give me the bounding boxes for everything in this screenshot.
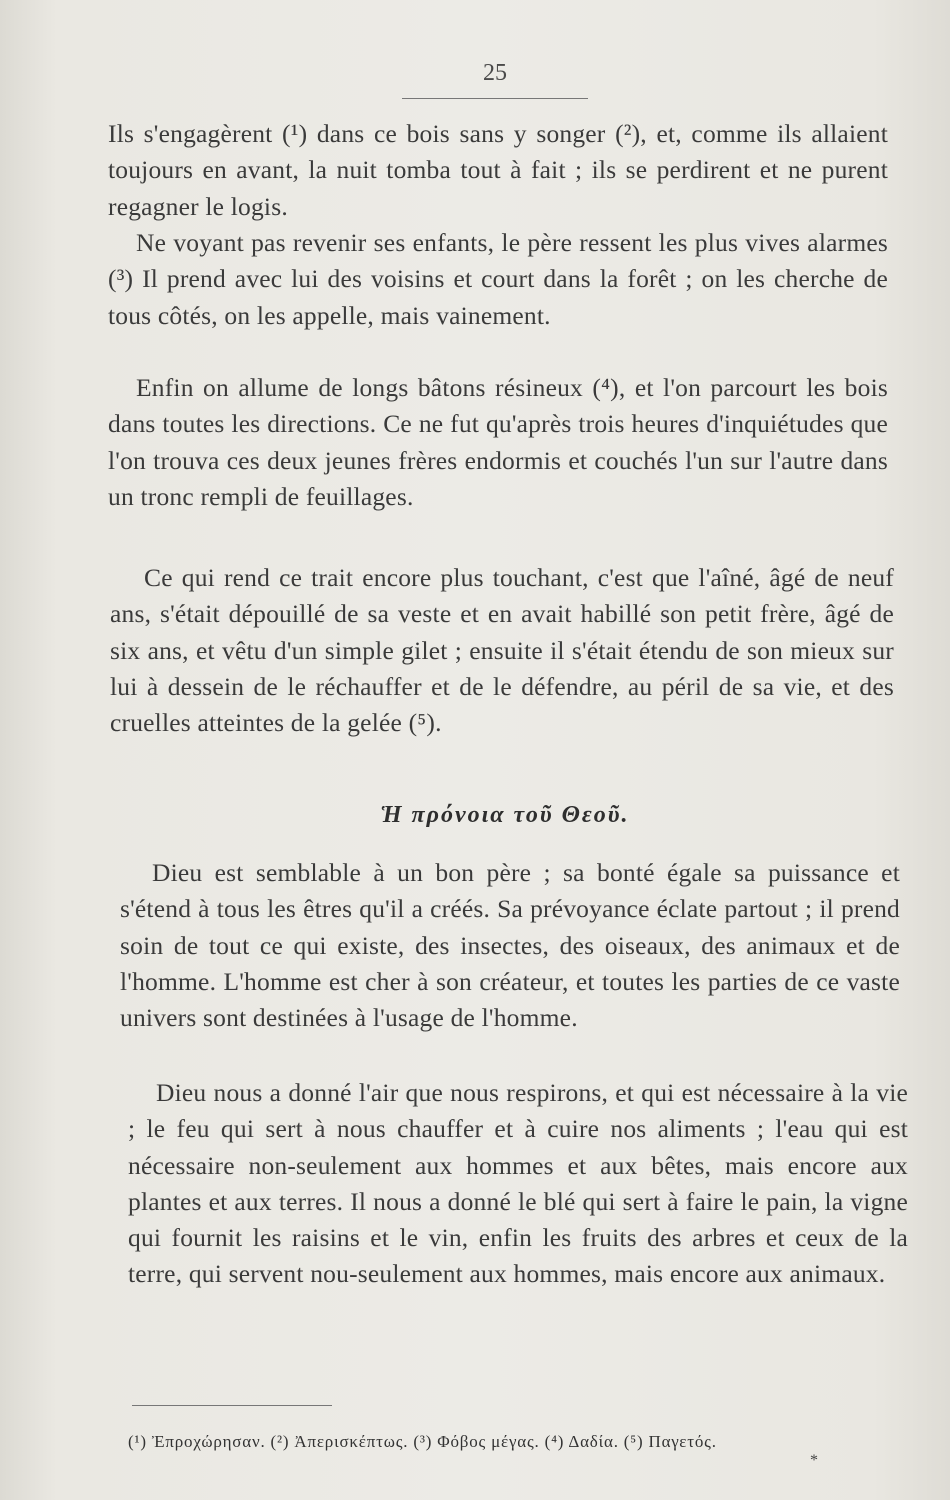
printer-mark: * xyxy=(810,1452,818,1469)
paragraph-1: Ils s'engagèrent (¹) dans ce bois sans y songer (²), et, comme ils allaient toujours en avant, la nuit tomba tout à fait ; ils se perdirent et ne purent regagner le logis. xyxy=(108,119,888,221)
section-heading: Ἡ πρόνοια τοῦ Θεοῦ. xyxy=(380,802,630,828)
paragraph-2: Ne voyant pas revenir ses enfants, le père ressent les plus vives alarmes (³) Il prend avec lui des voisins et court dans la forêt ; on les cherche de tous côtés, on les appelle, mais vainement. xyxy=(108,228,888,330)
paragraph-6: Dieu nous a donné l'air que nous respirons, et qui est nécessaire à la vie ; le feu qui sert à nous chauffer et à cuire nos aliments ; l'eau qui est nécessaire non-seulement aux hommes et aux bêtes, mais encore aux plantes et aux terres. Il nous a donné le blé qui sert à faire le pain, la vigne qui fournit les raisins et le vin, enfin les fruits des arbres et ceux de la terre, qui servent nou-seulement aux hommes, mais encore aux animaux. xyxy=(128,1078,908,1289)
footnotes: (¹) Ἐπροχώρησαν. (²) Ἀπερισκέπτως. (³) Φόβος μέγας. (⁴) Δαδία. (⁵) Παγετός. xyxy=(128,1432,717,1451)
paragraph-5: Dieu est semblable à un bon père ; sa bonté égale sa puissance et s'étend à tous les êtres qu'il a créés. Sa prévoyance éclate partout ; il prend soin de tout ce qui existe, des insectes, des oiseaux, des animaux et de l'homme. L'homme est cher à son créateur, et toutes les parties de ce vaste univers sont destinées à l'usage de l'homme. xyxy=(120,858,900,1033)
paragraph-3: Enfin on allume de longs bâtons résineux (⁴), et l'on parcourt les bois dans toutes les directions. Ce ne fut qu'après trois heures d'inquiétudes que l'on trouva ces deux jeunes frères endormis et couchés l'un sur l'autre dans un tronc rempli de feuillages. xyxy=(108,373,888,511)
footnote-rule xyxy=(132,1405,332,1406)
paragraph-4: Ce qui rend ce trait encore plus touchant, c'est que l'aîné, âgé de neuf ans, s'était dépouillé de sa veste et en avait habillé son petit frère, âgé de six ans, et vêtu d'un simple gilet ; ensuite il s'était étendu de son mieux sur lui à dessein de le réchauffer et de le défendre, au péril de sa vie, et des cruelles atteintes de la gelée (⁵). xyxy=(110,563,894,738)
page-number: 25 xyxy=(483,60,507,86)
header-rule xyxy=(402,98,588,99)
